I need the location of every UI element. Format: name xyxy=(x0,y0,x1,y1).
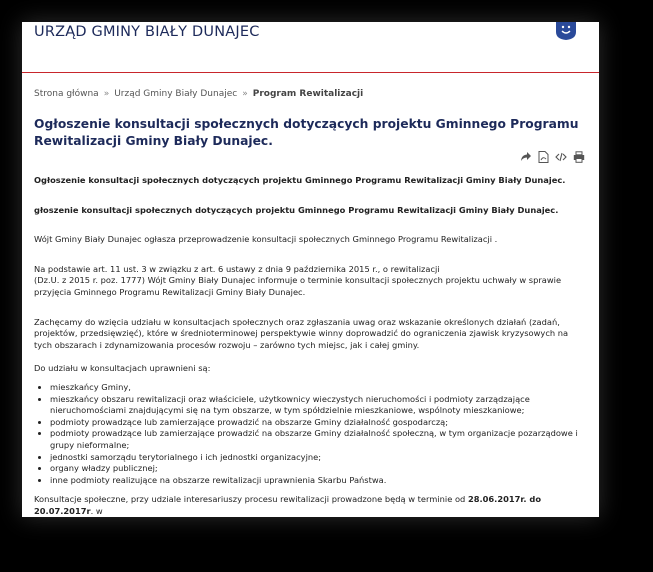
site-title[interactable]: URZĄD GMINY BIAŁY DUNAJEC xyxy=(34,24,260,40)
breadcrumb xyxy=(34,89,363,99)
paragraph-announcement: Wójt Gminy Biały Dunajec ogłasza przeprowadzenie konsultacji społecznych Gminnego Programu Rewitalizacji . xyxy=(34,234,498,245)
print-icon[interactable] xyxy=(573,151,585,163)
breadcrumb-home[interactable]: Strona główna xyxy=(34,89,99,99)
date-from: 28.06.2017r. xyxy=(467,494,527,505)
crest-icon[interactable] xyxy=(555,22,577,40)
dates-end: . w xyxy=(90,505,103,516)
paragraph-eligible-heading: Do udziału w konsultacjach uprawnieni są: xyxy=(34,363,211,374)
breadcrumb-separator: » xyxy=(242,89,248,99)
date-to: 20.07.2017r xyxy=(34,505,91,516)
pdf-icon[interactable] xyxy=(538,151,549,163)
lead-bold-2: głoszenie konsultacji społecznych dotyczących projektu Gminnego Programu Rewitalizacji Gminy Biały Dunajec. xyxy=(34,204,559,215)
list-item: • podmioty prowadzące lub zamierzające prowadzić na obszarze Gminy działalność gospodarczą; xyxy=(50,417,584,429)
dates-mid: do xyxy=(526,494,542,505)
paragraph-legal-basis xyxy=(34,264,584,299)
page-frame xyxy=(22,22,599,517)
eligible-list xyxy=(34,382,584,486)
list-item: • organy władzy publicznej; xyxy=(50,463,584,475)
code-icon[interactable] xyxy=(555,151,567,163)
lead-bold-1: Ogłoszenie konsultacji społecznych dotyczących projektu Gminnego Programu Rewitalizacji Gminy Biały Dunajec. xyxy=(34,175,566,185)
paragraph-encouragement: Zachęcamy do wzięcia udziału w konsultacjach społecznych oraz zgłaszania uwag oraz wskazanie określonych działań (zadań, projektów, przedsięwzięć), które w średnioterminowej perspektywie winny doprowadzić do ograniczenia zjawisk kryzysowych na tych obszarach i zdynamizowania procesów rozwoju – zarówno tych miejsc, jak i całej gminy. xyxy=(34,316,569,350)
page-tools xyxy=(520,150,585,164)
legal-basis-line1: Na podstawie art. 11 ust. 3 w związku z art. 6 ustawy z dnia 9 października 2015 r., o rewitalizacji xyxy=(34,263,440,274)
list-item: • podmioty prowadzące lub zamierzające prowadzić na obszarze Gminy działalność społeczną, w tym organizacje pozarządowe i grupy nieformalne; xyxy=(50,428,584,451)
paragraph-dates xyxy=(34,494,584,517)
page-title: Ogłoszenie konsultacji społecznych dotyczących projektu Gminnego Programu Rewitalizacji Gminy Biały Dunajec. xyxy=(34,117,579,148)
list-item: • inne podmioty realizujące na obszarze rewitalizacji uprawnienia Skarbu Państwa. xyxy=(50,475,584,487)
dates-start: Konsultacje społeczne, przy udziale interesariuszy procesu rewitalizacji prowadzone będą w terminie od xyxy=(34,494,468,505)
list-item: • mieszkańcy obszaru rewitalizacji oraz właściciele, użytkownicy wieczystych nieruchomości i podmioty zarządzające nieruchomościami znajdującymi się na tym obszarze, w tym spółdzielnie mieszkaniowe, wspólnoty mieszkaniowe; xyxy=(50,394,584,417)
breadcrumb-urzad[interactable]: Urząd Gminy Biały Dunajec xyxy=(114,89,238,99)
breadcrumb-separator: » xyxy=(103,89,110,99)
site-header xyxy=(22,22,599,73)
list-item: • jednostki samorządu terytorialnego i ich jednostki organizacyjne; xyxy=(50,452,584,464)
article-content xyxy=(34,175,584,517)
breadcrumb-current[interactable]: Program Rewitalizacji xyxy=(252,89,364,99)
share-icon[interactable] xyxy=(520,151,532,163)
list-item: • mieszkańcy Gminy, xyxy=(50,382,584,394)
legal-basis-line2: (Dz.U. z 2015 r. poz. 1777) Wójt Gminy Biały Dunajec informuje o terminie konsultacji społecznych projektu uchwały w sprawie przyjęcia Gminnego Programu Rewitalizacji Gminy Biały Dunajec. xyxy=(34,275,562,297)
